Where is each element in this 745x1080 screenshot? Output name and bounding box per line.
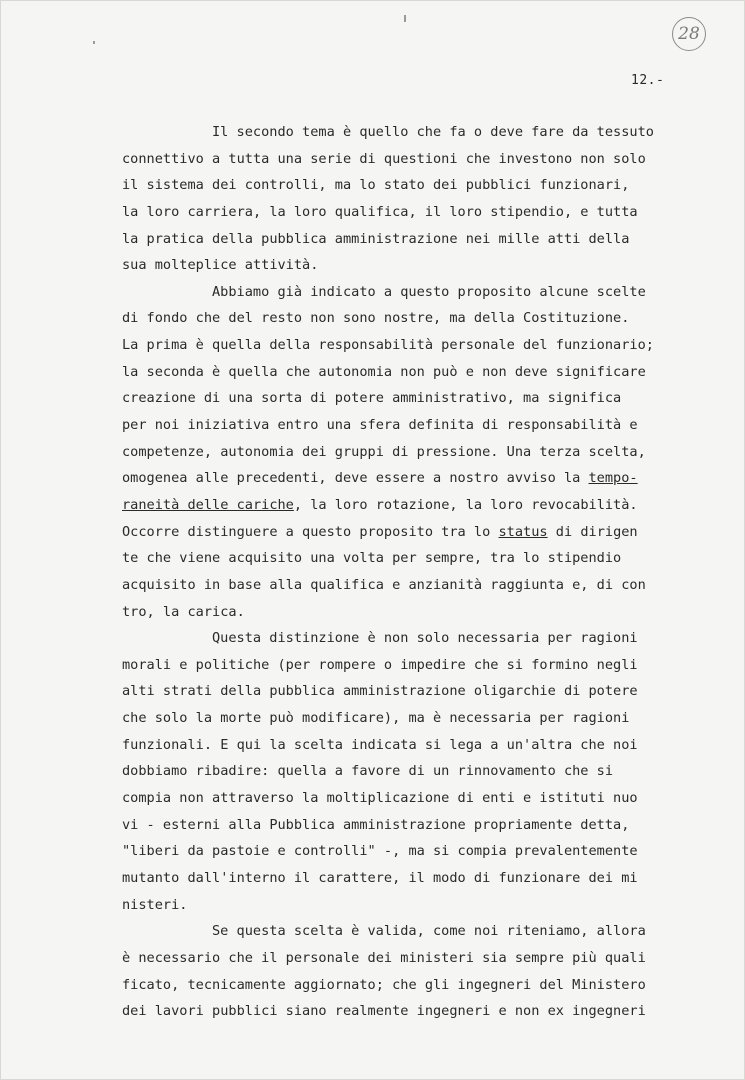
text-segment: di dirigen (547, 523, 638, 540)
text-line: creazione di una sorta di potere amministrativo, ma significa (122, 390, 622, 407)
text-line: La prima è quella della responsabilità personale del funzionario; (122, 337, 654, 354)
text-segment: , la loro rotazione, la loro revocabilità. (293, 496, 638, 513)
text-line (122, 519, 702, 546)
text-line: che solo la morte può modificare), ma è necessaria per ragioni (122, 710, 630, 727)
text-line: per noi iniziativa entro una sfera definita di responsabilità e (122, 417, 638, 434)
underlined-term: status (498, 523, 548, 540)
underlined-term: tempo- (588, 470, 638, 487)
text-line: competenze, autonomia dei gruppi di pressione. Una terza scelta, (122, 443, 646, 460)
text-line: compia non attraverso la moltiplicazione di enti e istituti nuo (122, 790, 638, 807)
text-line: Abbiamo già indicato a questo proposito alcune scelte (212, 283, 646, 300)
text-line: morali e politiche (per rompere o impedire che si formino negli (122, 656, 638, 673)
text-line: Questa distinzione è non solo necessaria per ragioni (212, 630, 638, 647)
text-line: la seconda è quella che autonomia non può e non deve significare (122, 363, 646, 380)
page-number: 12.- (631, 73, 665, 88)
text-line: funzionali. E qui la scelta indicata si lega a un'altra che noi (122, 736, 638, 753)
text-line: nisteri. (122, 896, 188, 913)
body-text (122, 119, 702, 1025)
text-line: la pratica della pubblica amministrazione nei mille atti della (122, 230, 630, 247)
text-line: sua molteplice attività. (122, 257, 319, 274)
text-line: dobbiamo ribadire: quella a favore di un rinnovamento che si (122, 763, 614, 780)
text-line: il sistema dei controlli, ma lo stato dei pubblici funzionari, (122, 177, 630, 194)
text-line: alti strati della pubblica amministrazione oligarchie di potere (122, 683, 638, 700)
text-segment: omogenea alle precedenti, deve essere a nostro avviso la (122, 470, 589, 487)
text-line: vi - esterni alla Pubblica amministrazione propriamente detta, (122, 816, 630, 833)
underlined-term: raneità delle cariche (122, 496, 294, 513)
text-line (122, 492, 702, 519)
text-line: "liberi da pastoie e controlli" -, ma si compia prevalentemente (122, 843, 638, 860)
text-line: di fondo che del resto non sono nostre, ma della Costituzione. (122, 310, 630, 327)
text-line: tro, la carica. (122, 603, 245, 620)
text-line: Se questa scelta è valida, come noi riteniamo, allora (212, 923, 646, 940)
page-stamp: 28 (672, 17, 706, 51)
text-line: Il secondo tema è quello che fa o deve fare da tessuto (212, 124, 654, 140)
text-segment: Occorre distinguere a questo proposito tra lo (122, 523, 499, 540)
text-line: mutanto dall'interno il carattere, il modo di funzionare dei mi (122, 869, 638, 886)
text-line: è necessario che il personale dei ministeri sia sempre più quali (122, 949, 646, 966)
text-line: te che viene acquisito una volta per sempre, tra lo stipendio (122, 550, 622, 567)
text-line: la loro carriera, la loro qualifica, il loro stipendio, e tutta (122, 203, 638, 220)
text-line: ficato, tecnicamente aggiornato; che gli ingegneri del Ministero (122, 976, 646, 993)
text-line: connettivo a tutta una serie di questioni che investono non solo (122, 150, 646, 167)
text-line (122, 465, 702, 492)
text-line: dei lavori pubblici siano realmente ingegneri e non ex ingegneri (122, 1003, 646, 1020)
scan-mark (93, 41, 95, 44)
scan-mark (404, 15, 406, 22)
text-line: acquisito in base alla qualifica e anzianità raggiunta e, di con (122, 576, 646, 593)
